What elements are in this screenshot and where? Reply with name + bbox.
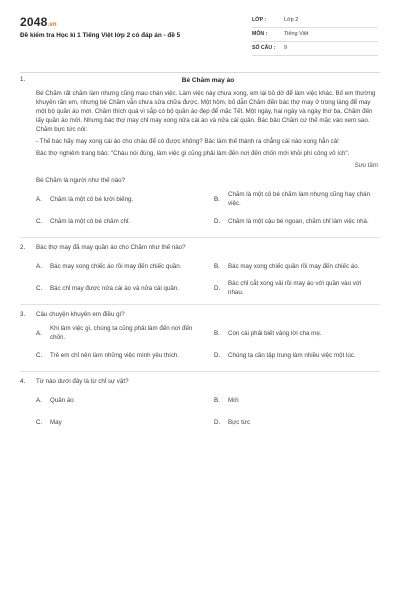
option-a[interactable] <box>36 392 202 410</box>
option-label: B. <box>214 195 220 203</box>
option-label: A. <box>36 396 42 404</box>
option-d[interactable] <box>214 414 380 432</box>
question-4 <box>20 378 380 432</box>
meta-row-subject <box>252 28 378 42</box>
option-label: B. <box>214 329 220 337</box>
option-b[interactable] <box>214 392 380 410</box>
question-divider <box>20 371 380 372</box>
option-text: Mới <box>228 396 239 404</box>
option-label: C. <box>36 217 43 225</box>
meta-value: Lớp 2 <box>284 16 299 23</box>
meta-row-class <box>252 14 378 28</box>
option-c[interactable] <box>36 213 202 231</box>
question-number: 1. <box>20 76 26 83</box>
option-label: B. <box>214 262 220 270</box>
option-label: A. <box>36 329 42 337</box>
option-label: D. <box>214 284 221 292</box>
question-divider <box>20 304 380 305</box>
option-b[interactable] <box>214 258 380 276</box>
option-text: Chăm là một cô bé chăm làm nhưng cũng hay chán việc. <box>228 191 371 208</box>
exam-content <box>20 76 380 432</box>
meta-row-count <box>252 42 378 56</box>
answer-options <box>36 258 380 298</box>
answer-options <box>36 392 380 432</box>
question-text: Bé Chăm là người như thế nào? <box>36 177 126 185</box>
option-c[interactable] <box>36 347 202 365</box>
option-label: D. <box>214 217 221 225</box>
option-c[interactable] <box>36 414 202 432</box>
page-header <box>0 0 400 68</box>
question-number: 2. <box>20 244 26 252</box>
option-text: Quần áo <box>50 396 74 404</box>
option-text: Bác chỉ cắt xong vải rồi may áo với quần vào với nhau. <box>228 280 362 297</box>
option-c[interactable] <box>36 280 202 298</box>
option-label: B. <box>214 396 220 404</box>
document-title: Đề kiểm tra Học kì 1 Tiếng Việt lớp 2 có đáp án - đề 5 <box>20 32 181 39</box>
meta-key: MÔN : <box>252 30 268 37</box>
header-divider <box>20 72 380 73</box>
option-a[interactable] <box>36 191 202 209</box>
option-b[interactable] <box>214 325 380 343</box>
story-source: Sưu tầm <box>354 162 378 170</box>
question-number: 4. <box>20 378 26 386</box>
option-text: May <box>50 418 62 426</box>
option-text: Trẻ em chỉ nên làm những việc mình yêu thích. <box>50 351 180 359</box>
option-label: D. <box>214 418 221 426</box>
story-paragraph: - Thế bác hãy may xong cái áo cho cháu để có được không? Bác làm thế thành ra chẳng cái nào xong hẳn cả! <box>36 138 339 146</box>
question-text: Câu chuyện khuyên em điều gì? <box>36 311 125 319</box>
option-label: A. <box>36 262 42 270</box>
option-text: Chăm là một cậu bé ngoan, chăm chỉ làm việc nhà. <box>228 217 369 225</box>
site-logo[interactable] <box>20 14 57 31</box>
option-label: C. <box>36 351 43 359</box>
option-label: C. <box>36 418 43 426</box>
story-title: Bé Chăm may áo <box>181 77 235 84</box>
meta-value: 9 <box>284 44 288 51</box>
option-text: Bác may xong chiếc quần rồi may đến chiếc áo. <box>228 262 360 270</box>
option-label: A. <box>36 195 42 203</box>
question-3 <box>20 311 380 365</box>
question-1 <box>20 76 380 231</box>
answer-options <box>36 191 380 231</box>
option-text: Bác chỉ may được nửa cái áo và nửa cái quần. <box>50 284 179 292</box>
option-text: Chăm là một cô bé lười biếng. <box>50 195 134 203</box>
logo-main: 2048 <box>20 15 48 29</box>
option-text: Khi làm việc gì, chúng ta cũng phải làm đến nơi đến chốn. <box>50 325 193 342</box>
story-paragraph: Bác thợ nghiêm trang bảo: "Cháu nói đúng, làm việc gì cũng phải làm đến nơi đến chốn mới khỏi phí công vô ích". <box>36 150 350 158</box>
option-text: Chúng ta cần tập trung làm nhiều việc một lúc. <box>228 351 356 359</box>
option-text: Bực tức <box>228 418 251 426</box>
question-text: Từ nào dưới đây là từ chỉ sự vật? <box>36 378 129 386</box>
option-text: Con cái phải biết vâng lời cha mẹ. <box>228 329 322 337</box>
question-text: Bác thợ may đã may quần áo cho Chăm như thế nào? <box>36 244 186 252</box>
option-a[interactable] <box>36 258 202 276</box>
story-paragraph: Bé Chăm rất chăm làm nhưng cũng mau chán việc. Làm việc này chưa xong, em lại bỏ dở để làm việc khác. Bố em thường khuyên răn em, nhưng bé Chăm vẫn chưa sửa chữa được. Một hôm, bố dẫn Chăm đến bác thợ may ở trong làng để may một bộ quần áo mới. Chăm thích quá vì sắp có bộ quần áo đẹp để mặc Tết. Một ngày, hai ngày và ngày thứ ba, Chăm đến lấy quần áo mới. Nhưng bác thợ may chỉ may xong nửa cái áo và nửa cái quần. Bác bảo Chăm cứ thế mặc vào xem sao. Chăm bực tức nói: <box>36 90 376 134</box>
option-d[interactable] <box>214 213 380 231</box>
meta-key: LỚP : <box>252 16 267 23</box>
option-label: D. <box>214 351 221 359</box>
answer-options <box>36 325 380 365</box>
question-number: 3. <box>20 311 26 319</box>
logo-suffix: .vn <box>47 22 57 28</box>
question-2 <box>20 244 380 298</box>
option-d[interactable] <box>214 280 380 298</box>
option-d[interactable] <box>214 347 380 365</box>
meta-key: SỐ CÂU : <box>252 44 276 51</box>
option-a[interactable] <box>36 325 202 343</box>
meta-table <box>252 14 378 56</box>
question-divider <box>20 237 380 238</box>
meta-value: Tiếng Việt <box>284 30 309 37</box>
option-text: Bác may xong chiếc áo rồi may đến chiếc quần. <box>50 262 182 270</box>
option-label: C. <box>36 284 43 292</box>
option-b[interactable] <box>214 191 380 209</box>
option-text: Chăm là một cô bé chăm chỉ. <box>50 217 131 225</box>
